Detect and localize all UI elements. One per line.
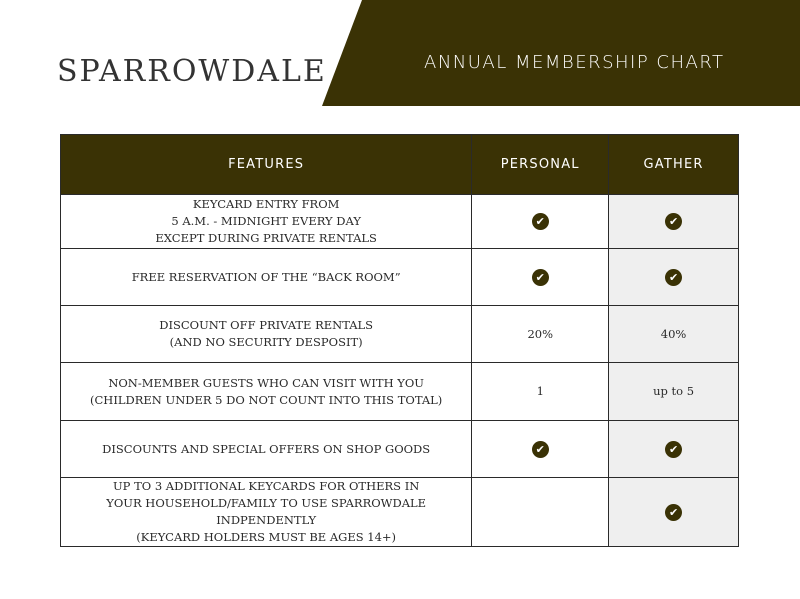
feature-cell: NON-MEMBER GUESTS WHO CAN VISIT WITH YOU (CHILDREN UNDER 5 DO NOT COUNT INTO THIS TOTAL) xyxy=(61,363,472,421)
gather-cell xyxy=(609,249,739,306)
personal-cell xyxy=(472,195,609,249)
personal-cell xyxy=(472,363,609,421)
check-icon: ✔ xyxy=(532,269,549,286)
chart-title: ANNUAL MEMBERSHIP CHART xyxy=(424,52,725,73)
personal-value: 20% xyxy=(527,326,554,341)
table-header-row xyxy=(61,135,739,195)
brand-title: SPARROWDALE xyxy=(57,54,327,89)
header-personal: PERSONAL xyxy=(472,135,609,195)
gather-cell xyxy=(609,195,739,249)
check-icon: ✔ xyxy=(665,441,682,458)
gather-value: up to 5 xyxy=(653,384,695,398)
gather-cell xyxy=(609,306,739,363)
header-gather: GATHER xyxy=(609,135,739,195)
check-icon: ✔ xyxy=(665,269,682,286)
feature-cell: KEYCARD ENTRY FROM 5 A.M. - MIDNIGHT EVERY DAY EXCEPT DURING PRIVATE RENTALS xyxy=(61,195,472,249)
check-icon: ✔ xyxy=(665,504,682,521)
personal-cell xyxy=(472,421,609,478)
personal-cell xyxy=(472,249,609,306)
table-row xyxy=(61,195,739,249)
check-icon: ✔ xyxy=(532,441,549,458)
personal-cell xyxy=(472,478,609,547)
header-features: FEATURES xyxy=(61,135,472,195)
gather-cell xyxy=(609,363,739,421)
membership-table xyxy=(60,134,739,547)
feature-cell: FREE RESERVATION OF THE “BACK ROOM” xyxy=(61,249,472,306)
table-row xyxy=(61,249,739,306)
check-icon: ✔ xyxy=(665,213,682,230)
feature-cell: UP TO 3 ADDITIONAL KEYCARDS FOR OTHERS IN YOUR HOUSEHOLD/FAMILY TO USE SPARROWDALE INDPENDENTLY (KEYCARD HOLDERS MUST BE AGES 14+) xyxy=(61,478,472,547)
table-row xyxy=(61,306,739,363)
table-row xyxy=(61,421,739,478)
gather-cell xyxy=(609,421,739,478)
personal-cell xyxy=(472,306,609,363)
table-row xyxy=(61,478,739,547)
personal-value: 1 xyxy=(536,384,544,398)
gather-value: 40% xyxy=(660,326,687,341)
gather-cell xyxy=(609,478,739,547)
feature-cell: DISCOUNT OFF PRIVATE RENTALS (AND NO SECURITY DESPOSIT) xyxy=(61,306,472,363)
feature-cell: DISCOUNTS AND SPECIAL OFFERS ON SHOP GOODS xyxy=(61,421,472,478)
table-row xyxy=(61,363,739,421)
check-icon: ✔ xyxy=(532,213,549,230)
